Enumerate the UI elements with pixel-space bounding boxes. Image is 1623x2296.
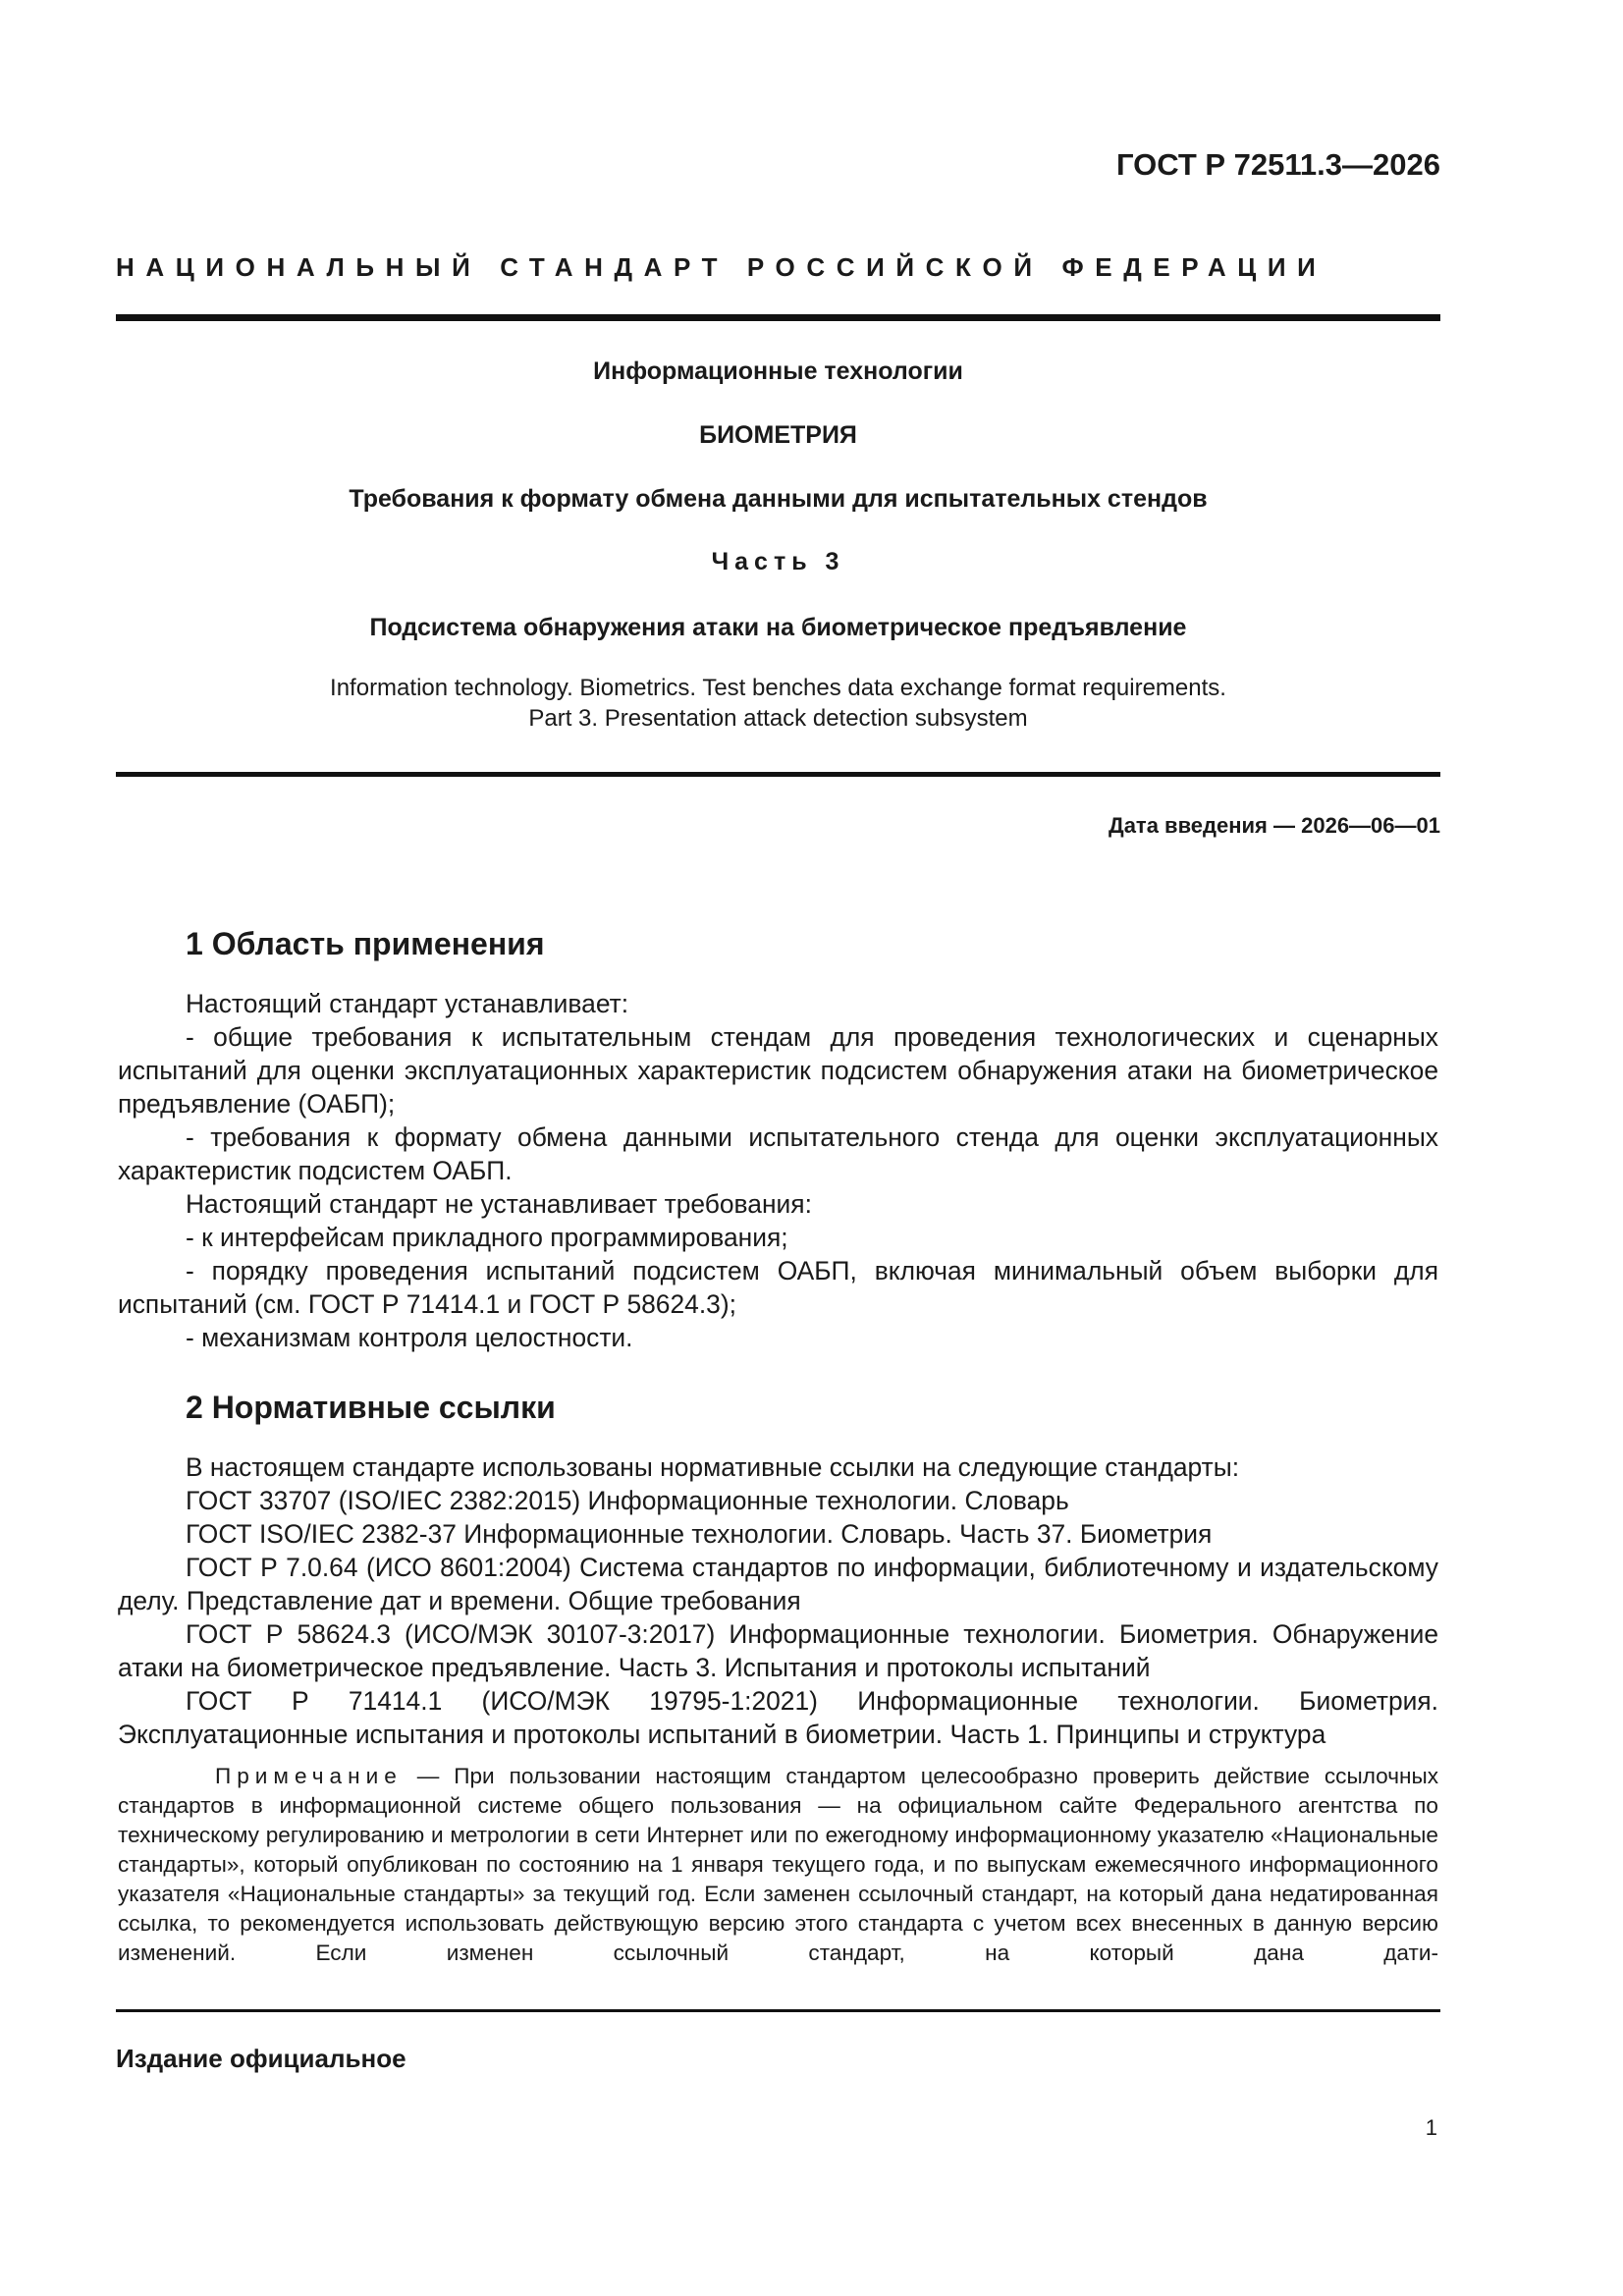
page-number: 1 [1425, 2115, 1437, 2140]
list-item: - порядку проведения испытаний подсистем ОАБП, включая минимальный объем выборки для испытаний (см. ГОСТ Р 71414.1 и ГОСТ Р 58624.3); [118, 1256, 1438, 1319]
title-line-it: Информационные технологии [593, 357, 963, 385]
reference-item: ГОСТ Р 58624.3 (ИСО/МЭК 30107-3:2017) Информационные технологии. Биометрия. Обнаружение атаки на биометрическое предъявление. Часть 3. Испытания и протоколы испытаний [118, 1619, 1438, 1682]
paragraph: Настоящий стандарт устанавливает: [186, 989, 629, 1018]
paragraph: Настоящий стандарт не устанавливает требования: [186, 1189, 812, 1219]
official-edition-label: Издание официальное [116, 2044, 406, 2073]
english-title-line-1: Information technology. Biometrics. Test benches data exchange format requirements. [330, 675, 1226, 701]
title-divider [116, 772, 1440, 777]
note [118, 1762, 1438, 1968]
list-item: - требования к формату обмена данными испытательного стенда для оценки эксплуатационных характеристик подсистем ОАБП. [118, 1122, 1438, 1185]
document-number: ГОСТ Р 72511.3—2026 [1115, 147, 1440, 182]
list-item: - общие требования к испытательным стендам для проведения технологических и сценарных испытаний для оценки эксплуатационных характеристик подсистем обнаружения атаки на биометрическое предъявление (ОАБП); [118, 1022, 1438, 1119]
section-2-body [118, 1450, 1438, 1751]
title-line-requirements: Требования к формату обмена данными для испытательных стендов [349, 485, 1208, 513]
footer-divider [116, 2009, 1440, 2012]
section-2-heading: 2 Нормативные ссылки [186, 1390, 556, 1425]
note-label: Примечание [215, 1764, 403, 1788]
section-1-body [118, 987, 1438, 1354]
note-text: — При пользовании настоящим стандартом целесообразно проверить действие ссылочных стандартов в информационной системе общего пользования — на официальном сайте Федерального агентства по техническому регулированию и метрологии в сети Интернет или по ежегодному информационному указателю «Национальные стандарты», который опубликован по состоянию на 1 января текущего года, и по выпускам ежемесячного информационного указателя «Национальные стандарты» за текущий год. Если заменен ссылочный стандарт, на который дана недатированная ссылка, то рекомендуется использовать действующую версию этого стандарта с учетом всех внесенных в данную версию изменений. Если изменен ссылочный стандарт, на который дана дати- [118, 1764, 1438, 1965]
list-item: - механизмам контроля целостности. [186, 1323, 633, 1352]
reference-item: ГОСТ Р 7.0.64 (ИСО 8601:2004) Система стандартов по информации, библиотечному и издательскому делу. Представление дат и времени. Общие требования [118, 1553, 1438, 1615]
title-part: Часть 3 [711, 548, 845, 575]
top-divider [116, 314, 1440, 321]
reference-item: ГОСТ 33707 (ISO/IEC 2382:2015) Информационные технологии. Словарь [186, 1486, 1069, 1515]
note-paragraph [118, 1762, 1438, 1968]
section-1-heading: 1 Область применения [186, 926, 545, 961]
introduction-date: Дата введения — 2026—06—01 [1109, 813, 1440, 838]
paragraph: В настоящем стандарте использованы нормативные ссылки на следующие стандарты: [186, 1452, 1240, 1482]
english-title [116, 673, 1440, 734]
english-title-line-2: Part 3. Presentation attack detection subsystem [528, 705, 1028, 732]
reference-item: ГОСТ Р 71414.1 (ИСО/МЭК 19795-1:2021) Информационные технологии. Биометрия. Эксплуатационные испытания и протоколы испытаний в биометрии. Часть 1. Принципы и структура [118, 1686, 1438, 1749]
title-line-biometrics: БИОМЕТРИЯ [699, 421, 857, 449]
title-line-pad: Подсистема обнаружения атаки на биометрическое предъявление [369, 614, 1187, 641]
reference-item: ГОСТ ISO/IEC 2382-37 Информационные технологии. Словарь. Часть 37. Биометрия [186, 1519, 1213, 1549]
national-standard-banner: НАЦИОНАЛЬНЫЙ СТАНДАРТ РОССИЙСКОЙ ФЕДЕРАЦИИ [116, 252, 1327, 282]
list-item: - к интерфейсам прикладного программирования; [186, 1223, 788, 1252]
